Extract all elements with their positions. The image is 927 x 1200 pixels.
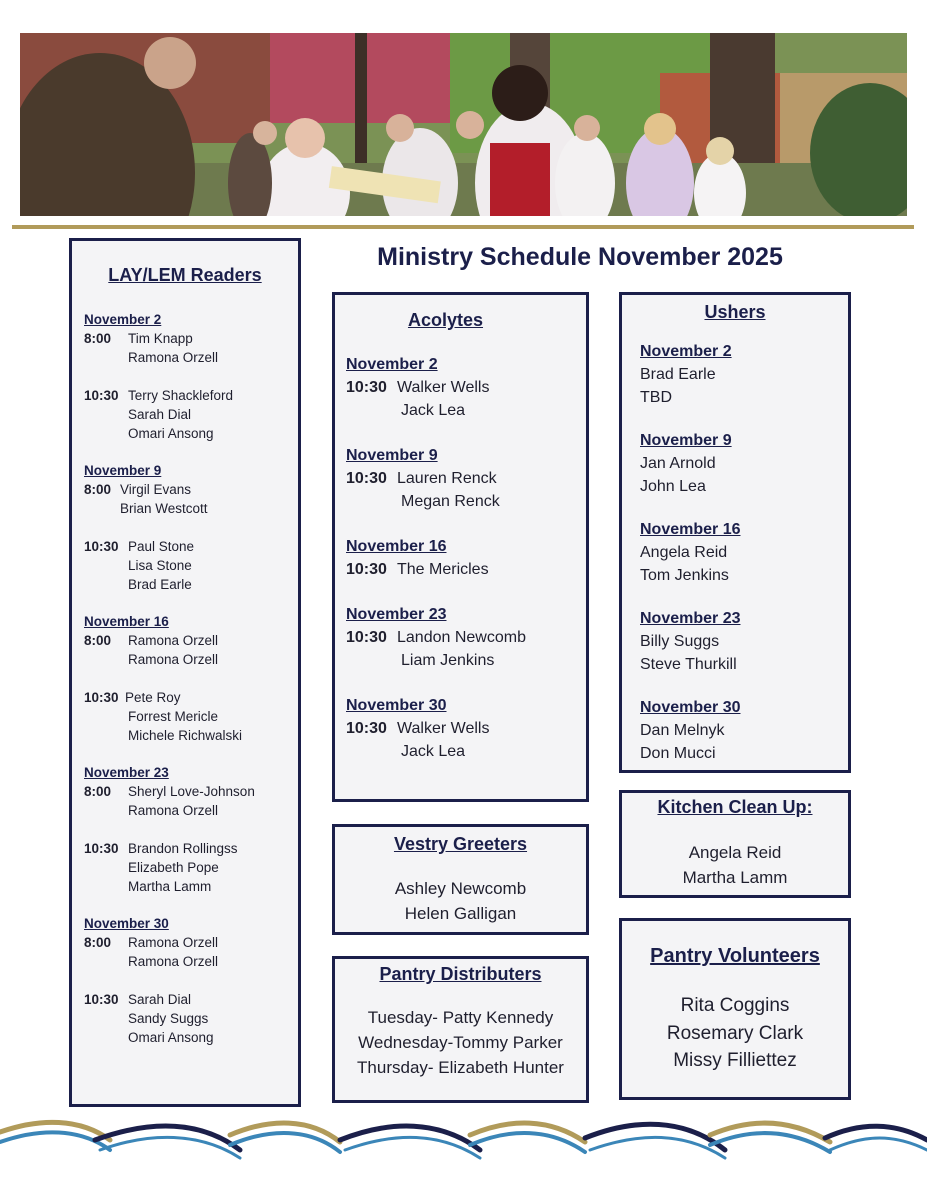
usher-name: Dan Melnyk bbox=[640, 722, 725, 739]
lem-name: Ramona Orzell bbox=[128, 954, 219, 969]
acolyte-date: November 30 bbox=[346, 697, 447, 714]
lem-name: Sandy Suggs bbox=[128, 1011, 209, 1026]
usher-name: Steve Thurkill bbox=[640, 656, 737, 673]
lem-name: Forrest Mericle bbox=[128, 709, 219, 724]
usher-week bbox=[640, 696, 848, 765]
lem-time: 8:00 bbox=[84, 935, 112, 950]
lem-name: Virgil Evans bbox=[120, 482, 192, 497]
acolyte-week bbox=[346, 353, 586, 422]
kitchen-cleanup-title: Kitchen Clean Up: bbox=[657, 797, 813, 817]
acolyte-date: November 16 bbox=[346, 538, 447, 555]
gold-divider bbox=[12, 225, 914, 229]
kitchen-name: Martha Lamm bbox=[682, 868, 788, 887]
lem-week bbox=[84, 612, 298, 745]
lem-date: November 9 bbox=[84, 463, 162, 478]
lem-date: November 2 bbox=[84, 312, 162, 327]
wave-blue bbox=[710, 1133, 830, 1152]
usher-date: November 9 bbox=[640, 432, 732, 449]
acolyte-date: November 2 bbox=[346, 356, 438, 373]
usher-name: John Lea bbox=[640, 478, 706, 495]
lem-name: Omari Ansong bbox=[128, 1030, 214, 1045]
lem-name: Ramona Orzell bbox=[128, 652, 219, 667]
lem-name: Paul Stone bbox=[128, 539, 195, 554]
kitchen-name: Angela Reid bbox=[688, 843, 782, 862]
volunteer-name: Missy Filliettez bbox=[673, 1050, 797, 1071]
lem-date: November 16 bbox=[84, 614, 169, 629]
distributer-line: Wednesday-Tommy Parker bbox=[358, 1033, 563, 1052]
wave-blue bbox=[590, 1137, 725, 1158]
lem-name: Elizabeth Pope bbox=[128, 860, 219, 875]
pantry-volunteers-box bbox=[619, 918, 851, 1100]
usher-date: November 23 bbox=[640, 610, 741, 627]
wave-decoration bbox=[0, 1110, 927, 1170]
vestry-greeters-box bbox=[332, 824, 589, 935]
acolyte-name: Jack Lea bbox=[401, 743, 466, 760]
lem-name: Pete Roy bbox=[125, 690, 181, 705]
lem-time: 8:00 bbox=[84, 331, 112, 346]
usher-name: Jan Arnold bbox=[640, 455, 716, 472]
lem-week bbox=[84, 914, 298, 1047]
volunteer-name: Rita Coggins bbox=[680, 995, 790, 1016]
lem-time: 8:00 bbox=[84, 633, 112, 648]
lem-name: Tim Knapp bbox=[128, 331, 193, 346]
acolyte-date: November 23 bbox=[346, 606, 447, 623]
acolyte-date: November 9 bbox=[346, 447, 438, 464]
lem-time: 10:30 bbox=[84, 539, 119, 554]
usher-date: November 2 bbox=[640, 343, 732, 360]
acolyte-name: Megan Renck bbox=[401, 493, 500, 510]
wave-blue bbox=[830, 1138, 927, 1150]
lem-time: 8:00 bbox=[84, 482, 112, 497]
greeter-name: Helen Galligan bbox=[404, 904, 517, 923]
acolyte-name: Liam Jenkins bbox=[401, 652, 495, 669]
lem-name: Sarah Dial bbox=[128, 407, 192, 422]
acolyte-time: 10:30 bbox=[346, 470, 387, 487]
lem-time: 10:30 bbox=[84, 841, 119, 856]
ushers-title: Ushers bbox=[704, 302, 766, 322]
photo-illustration bbox=[20, 33, 907, 216]
lem-name: Sheryl Love-Johnson bbox=[128, 784, 255, 799]
wave-blue bbox=[230, 1133, 340, 1152]
lem-week bbox=[84, 310, 298, 443]
usher-name: Tom Jenkins bbox=[640, 567, 729, 584]
usher-name: Brad Earle bbox=[640, 366, 716, 383]
ushers-box bbox=[619, 292, 851, 773]
acolyte-name: Landon Newcomb bbox=[397, 629, 526, 646]
acolyte-name: The Mericles bbox=[397, 561, 489, 578]
lem-readers-title: LAY/LEM Readers bbox=[108, 265, 262, 285]
usher-week bbox=[640, 607, 848, 676]
acolyte-name: Walker Wells bbox=[397, 379, 490, 396]
lem-week bbox=[84, 763, 298, 896]
acolyte-time: 10:30 bbox=[346, 379, 387, 396]
acolyte-name: Lauren Renck bbox=[397, 470, 497, 487]
acolyte-week bbox=[346, 603, 586, 672]
lem-name: Terry Shackleford bbox=[128, 388, 234, 403]
lem-name: Ramona Orzell bbox=[128, 350, 219, 365]
lem-time: 10:30 bbox=[84, 992, 119, 1007]
acolyte-time: 10:30 bbox=[346, 629, 387, 646]
greeter-name: Ashley Newcomb bbox=[394, 879, 527, 898]
wave-blue bbox=[470, 1133, 585, 1152]
acolyte-time: 10:30 bbox=[346, 720, 387, 737]
lem-week bbox=[84, 461, 298, 594]
distributer-line: Tuesday- Patty Kennedy bbox=[367, 1008, 554, 1027]
lem-name: Brandon Rollingss bbox=[128, 841, 238, 856]
usher-name: Angela Reid bbox=[640, 544, 728, 561]
usher-week bbox=[640, 518, 848, 587]
usher-week bbox=[640, 429, 848, 498]
acolytes-title: Acolytes bbox=[407, 310, 484, 330]
page-title: Ministry Schedule November 2025 bbox=[377, 243, 783, 271]
volunteer-name: Rosemary Clark bbox=[666, 1022, 804, 1044]
acolyte-name: Walker Wells bbox=[397, 720, 490, 737]
pantry-distributers-title: Pantry Distributers bbox=[379, 964, 542, 984]
lem-name: Ramona Orzell bbox=[128, 633, 219, 648]
distributer-line: Thursday- Elizabeth Hunter bbox=[357, 1058, 564, 1077]
acolyte-name: Jack Lea bbox=[401, 402, 466, 419]
usher-name: Billy Suggs bbox=[640, 633, 720, 650]
usher-week bbox=[640, 340, 848, 409]
lem-time: 8:00 bbox=[84, 784, 112, 799]
lem-name: Brian Westcott bbox=[120, 501, 208, 516]
acolytes-box bbox=[332, 292, 589, 802]
wave-blue bbox=[100, 1137, 240, 1158]
lem-name: Ramona Orzell bbox=[128, 803, 219, 818]
kitchen-cleanup-box bbox=[619, 790, 851, 898]
lem-name: Lisa Stone bbox=[128, 558, 192, 573]
lem-name: Martha Lamm bbox=[128, 879, 212, 894]
lem-time: 10:30 bbox=[84, 388, 119, 403]
lem-name: Omari Ansong bbox=[128, 426, 214, 441]
lem-name: Michele Richwalski bbox=[128, 728, 243, 743]
header-photo bbox=[20, 33, 907, 216]
vestry-greeters-title: Vestry Greeters bbox=[393, 834, 528, 854]
pantry-distributers-box bbox=[332, 956, 589, 1103]
usher-date: November 16 bbox=[640, 521, 741, 538]
lem-time: 10:30 bbox=[84, 690, 119, 705]
lem-name: Ramona Orzell bbox=[128, 935, 219, 950]
usher-date: November 30 bbox=[640, 699, 741, 716]
lem-name: Sarah Dial bbox=[128, 992, 192, 1007]
usher-name: Don Mucci bbox=[640, 745, 716, 762]
acolyte-week bbox=[346, 444, 586, 513]
acolyte-week bbox=[346, 694, 586, 763]
lem-readers-box bbox=[69, 238, 301, 1107]
usher-name: TBD bbox=[640, 389, 672, 406]
acolyte-time: 10:30 bbox=[346, 561, 387, 578]
lem-name: Brad Earle bbox=[128, 577, 192, 592]
pantry-volunteers-title: Pantry Volunteers bbox=[650, 945, 820, 967]
lem-date: November 23 bbox=[84, 765, 169, 780]
lem-date: November 30 bbox=[84, 916, 169, 931]
acolyte-week bbox=[346, 535, 586, 581]
